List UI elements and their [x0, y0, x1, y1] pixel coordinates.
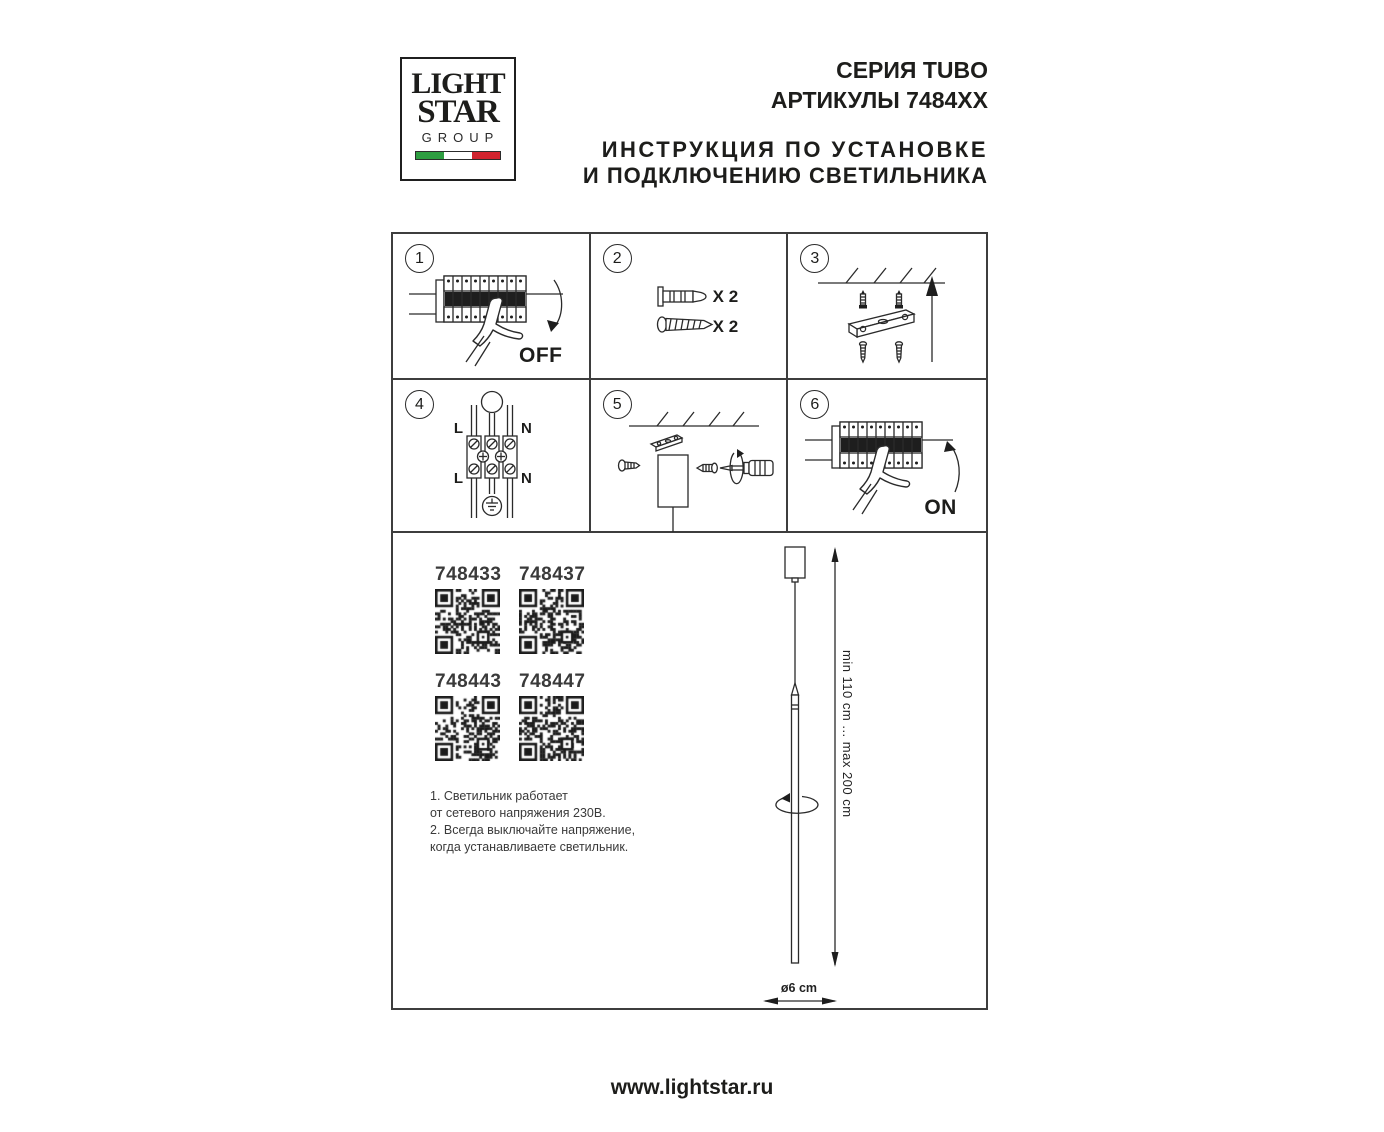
article-number: 748447 — [519, 671, 586, 692]
step-number: 4 — [405, 390, 434, 419]
ground-symbol-icon — [483, 497, 502, 516]
canopy-icon — [658, 455, 688, 532]
curved-arrow-down-icon — [547, 280, 562, 332]
wall-anchor-icon — [658, 287, 706, 306]
pendant-lamp-icon — [785, 547, 805, 963]
step-number: 3 — [800, 244, 829, 273]
anchor-quantity-label: X 2 — [712, 287, 739, 306]
logo-text-light: LIGHT — [411, 67, 505, 100]
instruction-grid — [391, 232, 988, 1010]
step-number: 6 — [800, 390, 829, 419]
italian-flag-icon — [415, 151, 501, 160]
product-panel — [393, 533, 986, 1008]
up-arrow-icon — [926, 276, 938, 362]
step-3-panel — [788, 234, 986, 380]
mounting-bracket-icon — [849, 310, 914, 337]
on-label: ON — [924, 496, 957, 519]
terminal-block-icon — [467, 436, 517, 478]
height-dimension-arrow — [832, 547, 839, 967]
instruction-title-line2: И ПОДКЛЮЧЕНИЮ СВЕТИЛЬНИКА — [582, 163, 988, 188]
diameter-label: ø6 cm — [780, 981, 818, 995]
article-number: 748437 — [519, 564, 586, 585]
step-4-panel — [393, 380, 591, 533]
note-line: когда устанавливаете светильник. — [430, 840, 629, 854]
step-number: 5 — [603, 390, 632, 419]
wire-label-n-top: N — [521, 420, 532, 437]
screw-icon — [618, 460, 639, 471]
diameter-dimension-arrow — [763, 998, 837, 1005]
lamp-circle-icon — [482, 392, 503, 413]
instruction-title-line1: ИНСТРУКЦИЯ ПО УСТАНОВКЕ — [601, 137, 988, 162]
step-number: 1 — [405, 244, 434, 273]
articles-title: АРТИКУЛЫ 7484XX — [770, 87, 988, 113]
step-6-panel — [788, 380, 986, 533]
series-title: СЕРИЯ TUBO — [836, 57, 988, 83]
article-number: 748443 — [435, 671, 502, 692]
note-line: 2. Всегда выключайте напряжение, — [430, 823, 636, 837]
pendant-lamp-illustration — [393, 533, 988, 1010]
logo-text-star: STAR — [417, 94, 499, 130]
step-number: 2 — [603, 244, 632, 273]
note-line: от сетевого напряжения 230В. — [430, 806, 606, 820]
wall-anchor-icon — [859, 290, 903, 309]
logo-text-group: GROUP — [421, 130, 500, 145]
wire-label-n-bottom: N — [521, 470, 532, 487]
step-1-panel — [393, 234, 591, 380]
screw-quantity-label: X 2 — [712, 317, 739, 336]
wire-label-l-bottom: L — [453, 470, 463, 487]
note-line: 1. Светильник работает — [430, 789, 568, 803]
step-2-panel — [591, 234, 789, 380]
wire-label-l-top: L — [453, 420, 463, 437]
ceiling-icon — [818, 268, 945, 283]
off-label: OFF — [519, 344, 563, 367]
website-url: www.lightstar.ru — [610, 1076, 774, 1099]
screw-icon — [657, 317, 712, 332]
height-range-label: min 110 cm ... max 200 cm — [840, 650, 855, 818]
article-number: 748433 — [435, 564, 502, 585]
step-5-panel — [591, 380, 789, 533]
mounting-bracket-icon — [651, 435, 682, 451]
lightstar-logo — [400, 57, 516, 181]
screwdriver-icon — [720, 461, 773, 476]
curved-arrow-up-icon — [944, 441, 959, 492]
screw-icon — [860, 342, 903, 362]
ceiling-icon — [629, 412, 759, 426]
screw-icon — [697, 463, 717, 473]
